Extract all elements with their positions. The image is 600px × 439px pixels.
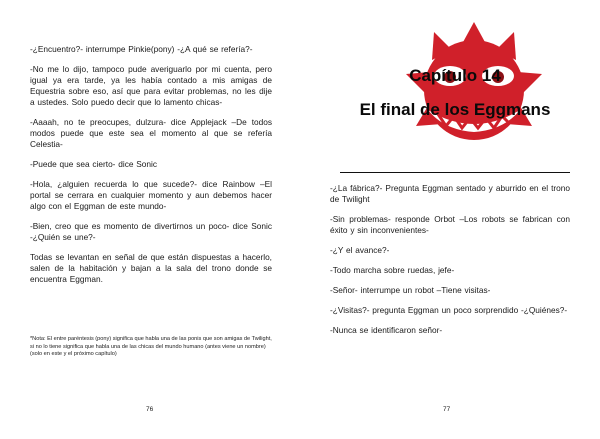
paragraph: -¿Visitas?- pregunta Eggman un poco sorprendido -¿Quiénes?- [330,305,568,315]
paragraph: -Señor- interrumpe un robot –Tiene visitas- [330,285,491,295]
divider [340,172,570,173]
paragraph: -Aaaah, no te preocupes, dulzura- dice Applejack –De todos modos puede que este sea el momento al que se refería Celestia- [30,117,272,149]
paragraph: -No me lo dijo, tampoco pude averiguarlo por mi cuenta, pero igual ya era tarde, ya les había contado a mis amigas de Equestria sobre eso, así que para evitar problemas, no les dije a ustedes. Solo puedo decir que lo lamento chicas- [30,64,272,107]
paragraph: -Todo marcha sobre ruedas, jefe- [330,265,455,275]
paragraph: -Nunca se identificaron señor- [330,325,443,335]
chapter-subtitle: El final de los Eggmans [359,100,551,119]
eggman-emblem-icon [394,18,554,154]
left-text-column [30,44,272,294]
paragraph: -¿Y el avance?- [330,245,390,255]
right-text-column [330,183,570,345]
footnote: *Nota: El entre paréntesis (pony) significa que habla una de las ponis que son amigas de Twilight, si no lo tiene significa que habla una de las chicas del mundo humano (antes viene un nombre) (solo en este y el próximo capítulo) [30,336,272,358]
paragraph: -¿Encuentro?- interrumpe Pinkie(pony) -¿A qué se refería?- [30,44,253,54]
paragraph: -¿La fábrica?- Pregunta Eggman sentado y aburrido en el trono de Twilight [330,183,570,204]
paragraph: -Bien, creo que es momento de divertirnos un poco- dice Sonic -¿Quién se une?- [30,221,272,242]
page-number: 77 [443,406,451,413]
paragraph: -Hola, ¿alguien recuerda lo que sucede?- dice Rainbow –El portal se cerrara en cualquier momento y aun debemos hacer algo con el Eggman de este mundo- [30,179,272,211]
paragraph: -Sin problemas- responde Orbot –Los robots se fabrican con éxito y sin inconvenientes- [330,214,570,235]
page-number: 76 [146,406,154,413]
paragraph: -Puede que sea cierto- dice Sonic [30,159,158,169]
paragraph: Todas se levantan en señal de que están dispuestas a hacerlo, salen de la habitación y bajan a la sala del trono donde se encuentra Eggman. [30,252,272,284]
right-page [300,0,600,439]
chapter-title: Capítulo 14 [409,66,501,85]
